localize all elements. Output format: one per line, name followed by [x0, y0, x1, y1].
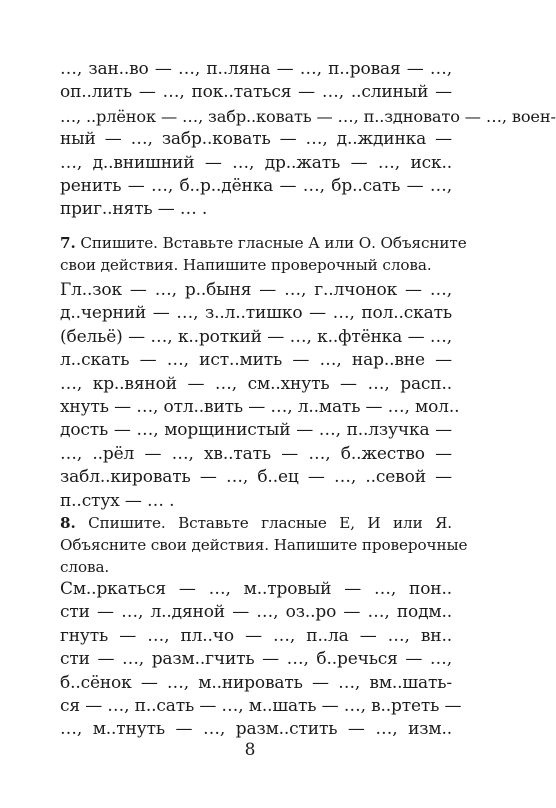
text-line: …, д..внишний — …, др..жать — …, иск.. — [60, 152, 452, 173]
text-line: (бельё) — …, к..роткий — …, к..фтёнка — …, — [60, 326, 452, 347]
exercise-words-block-3 — [60, 578, 462, 742]
exercise-words-block-1 — [60, 58, 556, 222]
text-line: приг..нять — … . — [60, 199, 208, 220]
text-line: …, зан..во — …, п..ляна — …, п..ровая — …, — [60, 59, 452, 79]
text-line: д..черний — …, з..л..тишко — …, пол..скать — [60, 303, 452, 324]
task-number: 7. — [60, 234, 76, 252]
text-line: См..ркаться — …, м..тровый — …, пон.. — [60, 579, 452, 599]
text-line: сти — …, разм..гчить — …, б..речься — …, — [60, 649, 452, 670]
page-number: 8 — [244, 740, 256, 760]
task-line — [60, 232, 467, 254]
text-line: сти — …, л..дяной — …, оз..ро — …, подм.. — [60, 602, 452, 623]
text-line: …, кр..вяной — …, см..хнуть — …, расп.. — [60, 373, 452, 394]
task-line: свои действия. Напишите проверочный слова. — [60, 256, 432, 274]
task-text: Спишите. Вставьте гласные Е, И или Я. — [75, 514, 452, 532]
text-line: забл..кировать — …, б..ец — …, ..севой — — [60, 467, 452, 488]
task-line: Объясните свои действия. Напишите проверочные — [60, 536, 468, 554]
text-line: гнуть — …, пл..чо — …, п..ла — …, вн.. — [60, 625, 452, 646]
word-list — [60, 279, 460, 513]
word-list — [60, 58, 556, 222]
task-number: 8. — [60, 514, 76, 532]
text-line: л..скать — …, ист..мить — …, нар..вне — — [60, 350, 452, 371]
text-line: дость — …, морщинистый — …, п..лзучка — — [60, 420, 452, 441]
text-line: п..стух — … . — [60, 490, 175, 511]
task-line — [60, 512, 452, 534]
text-line: ся — …, п..сать — …, м..шать — …, в..ртеть — — [60, 696, 462, 717]
task-8-instructions — [60, 512, 468, 578]
text-line: Гл..зок — …, р..быня — …, г..лчонок — …, — [60, 280, 452, 300]
word-list — [60, 578, 462, 742]
text-line: б..сёнок — …, м..нировать — …, вм..шать- — [60, 672, 452, 693]
task-text: Спишите. Вставьте гласные А или О. Объясните — [75, 234, 467, 252]
text-line: ный — …, забр..ковать — …, д..ждинка — — [60, 129, 452, 150]
text-line: …, ..рёл — …, хв..тать — …, б..жество — — [60, 443, 452, 464]
task-line: слова. — [60, 558, 110, 576]
text-line: …, ..рлёнок — …, забр..ковать — …, п..здновато — …, воен- — [60, 106, 556, 126]
task-7-instructions — [60, 232, 467, 276]
text-line: оп..лить — …, пок..таться — …, ..слиный — — [60, 82, 452, 103]
exercise-words-block-2 — [60, 279, 460, 513]
text-line: …, м..тнуть — …, разм..стить — …, изм.. — [60, 719, 452, 740]
text-line: хнуть — …, отл..вить — …, л..мать — …, мол.. — [60, 397, 460, 418]
text-line: ренить — …, б..р..дёнка — …, бр..сать — …, — [60, 176, 452, 197]
